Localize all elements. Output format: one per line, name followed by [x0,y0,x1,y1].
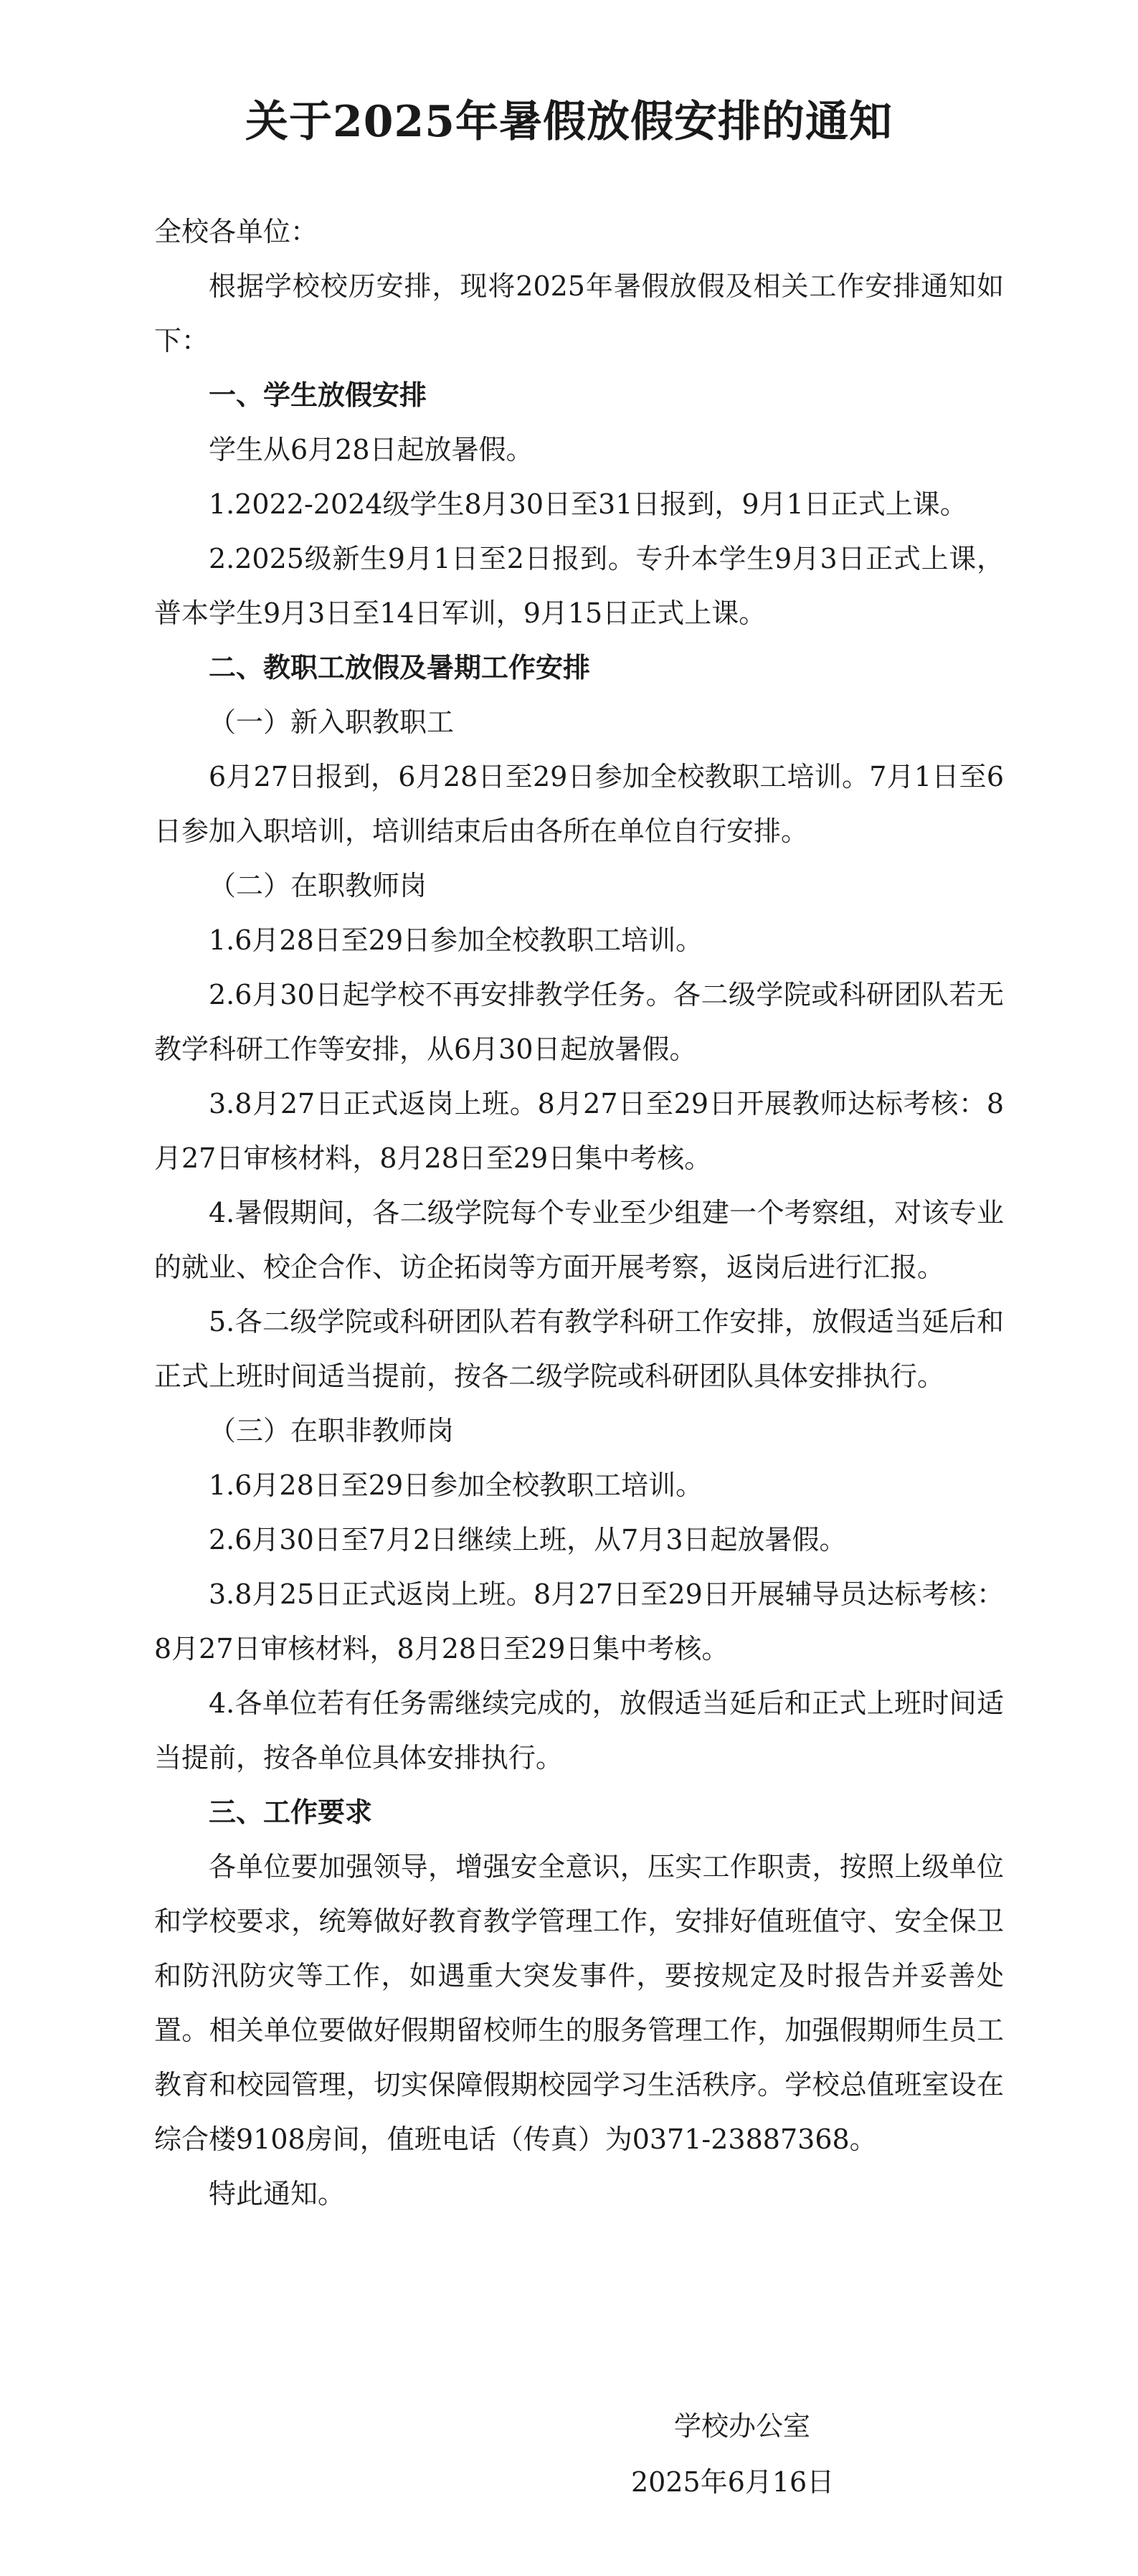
document-title: 关于2025年暑假放假安排的通知 [245,97,893,147]
salutation: 全校各单位： [154,216,318,247]
section2-sub3-paragraph-1: 1.6月28日至29日参加全校教职工培训。 [209,1469,703,1501]
section2-sub2-paragraph-2: 2.6月30日起学校不再安排教学任务。各二级学院或科研团队若无教学科研工作等安排，从6月30日起放暑假。 [154,979,1004,1065]
document-body [154,204,1004,2221]
section2-sub3-paragraph-2: 2.6月30日至7月2日继续上班，从7月3日起放暑假。 [209,1524,847,1555]
section2-sub3-paragraph-4: 4.各单位若有任务需继续完成的，放假适当延后和正式上班时间适当提前，按各单位具体安排执行。 [154,1687,1004,1774]
section2-sub2-paragraph-3: 3.8月27日正式返岗上班。8月27日至29日开展教师达标考核：8月27日审核材料，8月28日至29日集中考核。 [154,1088,1004,1174]
section3-paragraph-1: 各单位要加强领导，增强安全意识，压实工作职责，按照上级单位和学校要求，统筹做好教育教学管理工作，安排好值班值守、安全保卫和防汛防灾等工作，如遇重大突发事件，要按规定及时报告并妥善处置。相关单位要做好假期留校师生的服务管理工作，加强假期师生员工教育和校园管理，切实保障假期校园学习生活秩序。学校总值班室设在综合楼9108房间，值班电话（传真）为0371-23887368。 [154,1851,1004,2155]
section2-sub1-paragraph-1: 6月27日报到，6月28日至29日参加全校教职工培训。7月1日至6日参加入职培训，培训结束后由各所在单位自行安排。 [154,761,1004,847]
closing-line: 特此通知。 [209,2178,346,2210]
section2-sub2-paragraph-1: 1.6月28日至29日参加全校教职工培训。 [209,924,703,956]
section2-sub2-paragraph-4: 4.暑假期间，各二级学院每个专业至少组建一个考察组，对该专业的就业、校企合作、访企拓岗等方面开展考察，返岗后进行汇报。 [154,1197,1004,1283]
section2-sub2-heading: （二）在职教师岗 [209,870,427,901]
section2-sub1-heading: （一）新入职教职工 [209,706,455,738]
section3-heading: 三、工作要求 [209,1796,373,1828]
section2-sub3-paragraph-3: 3.8月25日正式返岗上班。8月27日至29日开展辅导员达标考核：8月27日审核材料，8月28日至29日集中考核。 [154,1578,1004,1665]
section2-sub2-paragraph-5: 5.各二级学院或科研团队若有教学科研工作安排，放假适当延后和正式上班时间适当提前，按各二级学院或科研团队具体安排执行。 [154,1306,1004,1392]
section1-heading: 一、学生放假安排 [209,379,427,411]
signature-office: 学校办公室 [674,2410,811,2442]
section2-sub3-heading: （三）在职非教师岗 [209,1415,455,1446]
section2-heading: 二、教职工放假及暑期工作安排 [209,652,591,683]
section1-paragraph-1: 学生从6月28日起放暑假。 [209,434,534,465]
section1-paragraph-2: 1.2022-2024级学生8月30日至31日报到，9月1日正式上课。 [209,488,967,520]
signature-date: 2025年6月16日 [631,2466,835,2498]
section1-paragraph-3: 2.2025级新生9月1日至2日报到。专升本学生9月3日正式上课，普本学生9月3日至14日军训，9月15日正式上课。 [154,543,1004,629]
intro-paragraph: 根据学校校历安排，现将2025年暑假放假及相关工作安排通知如下： [154,270,1004,356]
